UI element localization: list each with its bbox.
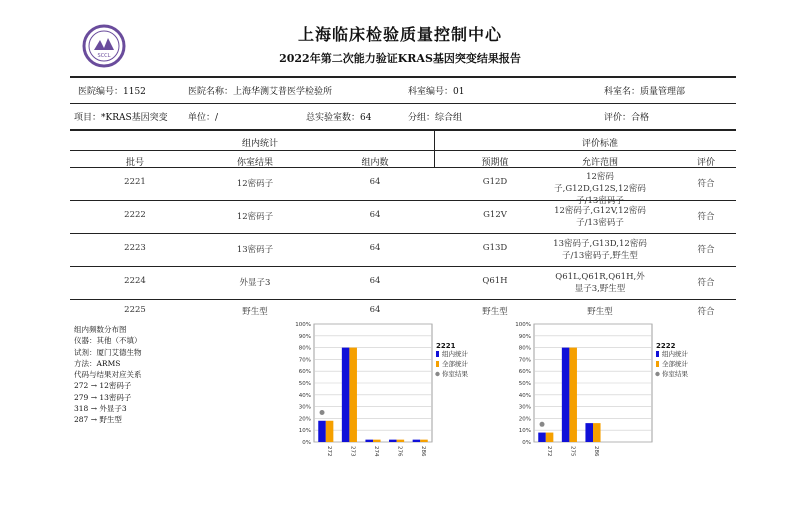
bar-全部统计-272: [546, 433, 554, 442]
mapping-item: 287 → 野生型: [74, 415, 122, 425]
y-tick-label: 80%: [298, 345, 311, 352]
cell-count: 64: [369, 305, 381, 315]
mapping-title: 代码与结果对应关系: [74, 370, 142, 380]
x-tick-label: 276: [396, 446, 403, 457]
legend-swatch: [656, 361, 659, 367]
room-no: 科室编号：01: [408, 87, 465, 97]
y-tick-label: 50%: [298, 381, 311, 387]
total-labs: 总实验室数：64: [306, 113, 372, 123]
mapping-item: 279 → 13密码子: [74, 392, 132, 402]
cell-range: 12密码子,G12V,12密码子/13密码子: [554, 206, 646, 228]
legend-swatch: [435, 372, 439, 376]
bar-组内统计-274: [365, 440, 373, 442]
bar-全部统计-274: [373, 440, 381, 442]
x-tick-label: 272: [325, 446, 332, 457]
x-tick-label: 273: [349, 446, 356, 457]
cell-result: 13密码子: [236, 245, 274, 255]
col-expected: 预期值: [481, 158, 509, 168]
chart-title: 2221: [436, 342, 456, 350]
report-title: 上海临床检验质量控制中心: [297, 25, 502, 44]
legend-label: 组内统计: [662, 350, 688, 358]
bar-全部统计-273: [349, 348, 357, 442]
hospital-name: 医院名称：上海华测艾普医学检验所: [188, 87, 333, 97]
y-tick-label: 30%: [518, 404, 531, 411]
cell-batch: 2224: [124, 276, 146, 286]
chart-2221-svg: [288, 318, 498, 466]
cell-expected: 野生型: [482, 307, 508, 317]
divider: [70, 129, 736, 131]
y-tick-label: 80%: [518, 345, 531, 352]
mapping-item: 318 → 外显子3: [74, 404, 127, 414]
unit: 单位：/: [188, 113, 219, 123]
legend-label: 全部统计: [442, 360, 468, 368]
cell-eval: 符合: [697, 212, 715, 222]
bar-全部统计-275: [569, 348, 577, 442]
y-tick-label: 70%: [518, 357, 531, 364]
divider: [70, 266, 736, 267]
legend-swatch: [656, 351, 659, 357]
cell-count: 64: [369, 210, 381, 220]
reagent: 试剂：厦门艾德生物: [74, 347, 142, 357]
x-tick-label: 272: [545, 446, 552, 457]
chart-2222: [508, 318, 718, 466]
cell-eval: 符合: [697, 245, 715, 255]
chart-2222-svg: [508, 318, 718, 466]
y-tick-label: 60%: [298, 369, 311, 376]
divider: [70, 299, 736, 300]
y-tick-label: 30%: [298, 404, 311, 411]
instrument: 仪器：其他（不填）: [74, 336, 142, 346]
bar-组内统计-272: [538, 433, 546, 442]
cell-expected: G12D: [482, 177, 508, 187]
bar-组内统计-276: [389, 440, 397, 442]
cell-result: 12密码子: [236, 212, 274, 222]
divider: [70, 103, 736, 104]
y-tick-label: 0%: [302, 440, 311, 446]
col-range: 允许范围: [581, 158, 618, 168]
evaluation: 评价：合格: [604, 113, 650, 123]
cell-range: 12密码子,G12D,G12S,12密码子/13密码子: [554, 172, 646, 206]
bar-组内统计-275: [562, 348, 570, 442]
y-tick-label: 60%: [518, 369, 531, 376]
cell-expected: G12V: [483, 210, 507, 220]
y-tick-label: 100%: [295, 322, 311, 328]
divider: [70, 233, 736, 234]
legend-label: 你室结果: [442, 370, 468, 378]
x-tick-label: 274: [373, 446, 379, 457]
cell-range: 13密码子,G13D,12密码子/13密码子,野生型: [553, 239, 647, 261]
bar-组内统计-286: [585, 423, 593, 442]
cell-result: 外显子3: [239, 278, 271, 288]
legend-label: 全部统计: [662, 360, 688, 368]
y-tick-label: 90%: [298, 333, 311, 340]
divider: [70, 76, 736, 78]
cell-batch: 2223: [124, 243, 146, 253]
group: 分组：综合组: [408, 113, 463, 123]
y-tick-label: 100%: [515, 322, 531, 328]
y-tick-label: 40%: [298, 392, 311, 399]
bar-全部统计-286: [420, 440, 428, 442]
svg-text:SCCL: SCCL: [97, 53, 111, 59]
cell-count: 64: [369, 177, 381, 187]
cell-eval: 符合: [697, 278, 715, 288]
hospital-no: 医院编号：1152: [78, 87, 146, 97]
legend-swatch: [436, 361, 439, 367]
report-subtitle: 2022年第二次能力验证KRAS基因突变结果报告: [279, 52, 521, 65]
cell-batch: 2221: [124, 177, 146, 187]
legend-swatch: [436, 351, 439, 357]
cell-batch: 2225: [124, 305, 146, 315]
cell-batch: 2222: [124, 210, 146, 220]
your-result-marker: [320, 410, 325, 415]
col-eval: 评价: [696, 158, 715, 168]
bar-全部统计-286: [593, 423, 601, 442]
divider: [70, 167, 736, 168]
legend-swatch: [655, 372, 659, 376]
room-name: 科室名：质量管理部: [604, 87, 686, 97]
cell-expected: G13D: [482, 243, 508, 253]
x-tick-label: 286: [593, 446, 599, 457]
eval-standard-header: 评价标准: [581, 139, 618, 149]
divider: [70, 150, 736, 151]
bar-组内统计-273: [342, 348, 350, 442]
col-count: 组内数: [361, 158, 389, 168]
x-tick-label: 275: [569, 446, 576, 457]
col-result: 你室结果: [236, 158, 273, 168]
method: 方法：ARMS: [74, 358, 121, 368]
cell-eval: 符合: [697, 307, 715, 317]
distribution-title: 组内频数分布图: [74, 325, 127, 334]
y-tick-label: 70%: [298, 357, 311, 364]
y-tick-label: 0%: [522, 440, 531, 446]
cell-range: 野生型: [587, 307, 613, 317]
cell-count: 64: [369, 243, 381, 253]
x-tick-label: 286: [420, 446, 427, 457]
bar-全部统计-276: [397, 440, 405, 442]
cell-range: Q61L,Q61R,Q61H,外显子3,野生型: [555, 272, 645, 294]
project: 项目：*KRAS基因突变: [74, 113, 168, 123]
y-tick-label: 50%: [518, 381, 531, 387]
chart-2221: [288, 318, 498, 466]
y-tick-label: 40%: [518, 392, 531, 399]
bar-组内统计-272: [318, 421, 326, 442]
bar-组内统计-286: [413, 440, 421, 442]
cell-eval: 符合: [697, 179, 715, 189]
y-tick-label: 10%: [518, 428, 531, 435]
distribution-info: [74, 324, 142, 426]
section-divider: [434, 129, 435, 167]
cell-expected: Q61H: [482, 276, 508, 286]
mapping-item: 272 → 12密码子: [74, 381, 132, 391]
cell-result: 12密码子: [236, 179, 274, 189]
cell-result: 野生型: [242, 307, 268, 317]
chart-title: 2222: [656, 342, 676, 350]
col-batch: 批号: [125, 158, 144, 168]
legend-label: 你室结果: [662, 370, 688, 378]
group-stats-header: 组内统计: [241, 139, 278, 149]
legend-label: 组内统计: [442, 350, 468, 358]
y-tick-label: 10%: [298, 428, 311, 435]
y-tick-label: 20%: [298, 416, 311, 423]
y-tick-label: 20%: [518, 416, 531, 423]
cell-count: 64: [369, 276, 381, 286]
your-result-marker: [540, 422, 545, 427]
bar-全部统计-272: [326, 421, 334, 442]
y-tick-label: 90%: [518, 333, 531, 340]
